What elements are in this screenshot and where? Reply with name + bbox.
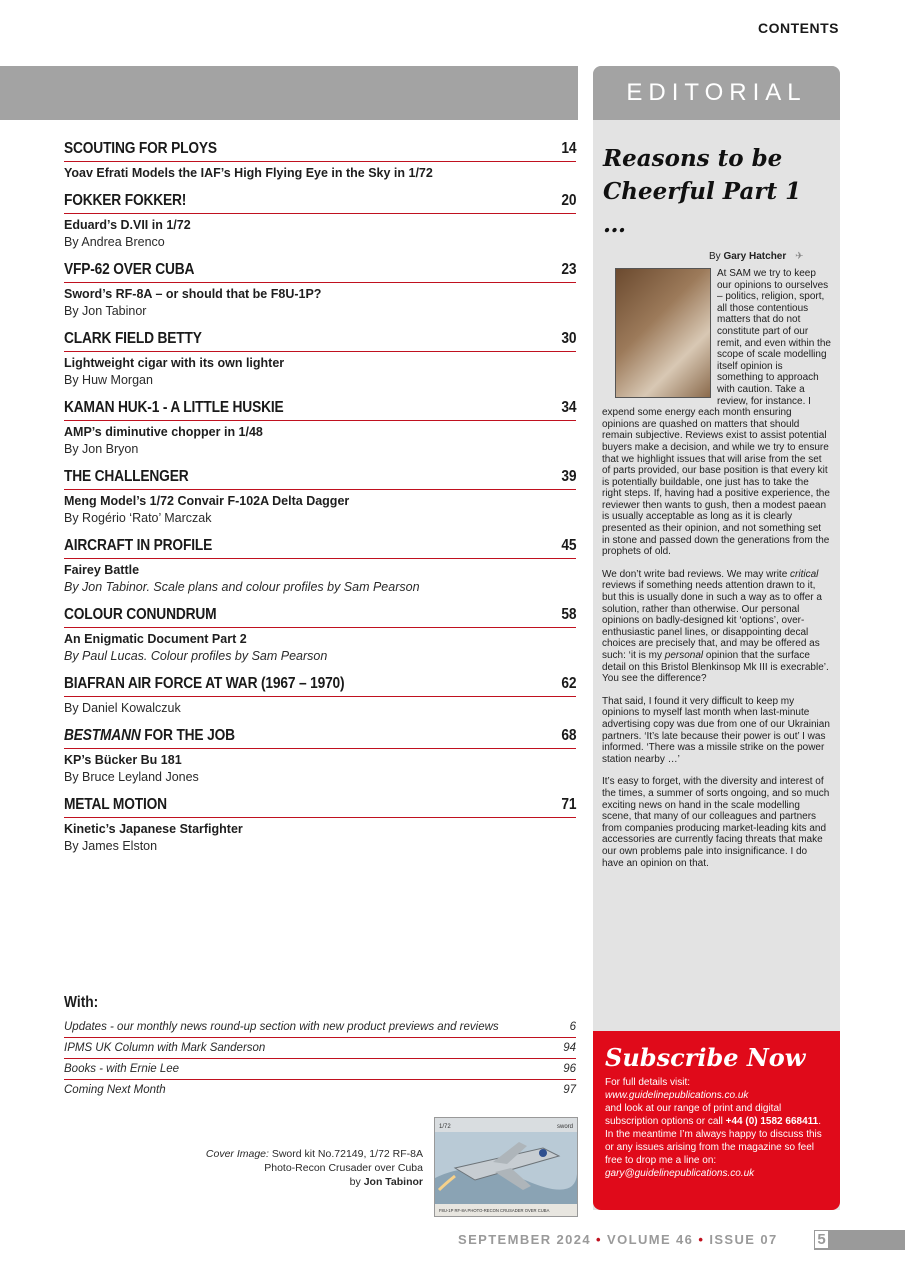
- article-header: [64, 138, 576, 162]
- article-title: KAMAN HUK-1 - A LITTLE HUSKIE: [64, 399, 284, 416]
- article-byline: By Jon Tabinor: [64, 304, 147, 318]
- cover-image: [434, 1117, 578, 1217]
- cover-box-brand: sword: [557, 1124, 574, 1130]
- article-entry[interactable]: [64, 466, 576, 527]
- with-heading: With:: [64, 994, 99, 1011]
- article-entry[interactable]: [64, 673, 576, 717]
- article-title: BESTMANN FOR THE JOB: [64, 727, 235, 744]
- article-header: [64, 673, 576, 697]
- editorial-panel: [593, 66, 840, 1210]
- article-entry[interactable]: [64, 397, 576, 458]
- subscribe-box: [593, 1031, 840, 1210]
- article-list: [64, 138, 576, 863]
- editorial-para4: It’s easy to forget, with the diversity and interest of the times, a summer of sorts ongoing, and so much exciting news on hand in the scale modelling scene, that many of our colleagues and partners from companies producing market-leading kits and accessories are currently facing threats that make our own problems pale into insignificance. I do have an opinion on that.: [602, 776, 830, 869]
- editorial-heading: EDITORIAL: [593, 66, 840, 120]
- article-subtitle: Meng Model’s 1/72 Convair F-102A Delta Dagger: [64, 494, 350, 508]
- article-byline: By Huw Morgan: [64, 373, 153, 387]
- article-subtitle: Sword’s RF-8A – or should that be F8U-1P?: [64, 287, 322, 301]
- editorial-para1: At SAM we try to keep our opinions to ourselves – politics, religion, sport, all those contentious matters that do not constitute part of our remit, and even within the scope of scale modelling itself opinion is something to approach with caution. Take a review, for instance. I expend some energy each month ensuring opinions are quashed on matters that should remain subjective. Reviews exist to assist potential buyers make a decision, and while we try to ensure that we highlight issues that will arise from the set of parts provided, our base position is that every kit is potentially buildable, one just has to take the right steps. If, having had a positive experience, the reviewer then wants to gush, then a modest paean is usually acceptable as long as it is clearly presented as their opinion, and not something set in stone and passed down the generations from the prophets of old.: [602, 268, 831, 558]
- cover-author: Jon Tabinor: [363, 1176, 423, 1188]
- article-title: AIRCRAFT IN PROFILE: [64, 537, 213, 554]
- byline-author: Gary Hatcher: [723, 251, 787, 262]
- article-title: THE CHALLENGER: [64, 468, 189, 485]
- with-item-page: 96: [563, 1063, 576, 1075]
- article-page-number: 68: [561, 727, 576, 744]
- article-header: [64, 190, 576, 214]
- editorial-title: Reasons to be Cheerful Part 1 …: [603, 145, 802, 238]
- article-byline: By Andrea Brenco: [64, 235, 165, 249]
- article-entry[interactable]: [64, 190, 576, 251]
- with-item-label: Books - with Ernie Lee: [64, 1063, 180, 1075]
- article-header: [64, 466, 576, 490]
- article-page-number: 20: [561, 192, 576, 209]
- article-title: FOKKER FOKKER!: [64, 192, 187, 209]
- with-item-label: IPMS UK Column with Mark Sanderson: [64, 1042, 266, 1054]
- article-subtitle: AMP’s diminutive chopper in 1/48: [64, 425, 263, 439]
- article-subtitle: Eduard’s D.VII in 1/72: [64, 218, 191, 232]
- article-title: METAL MOTION: [64, 796, 167, 813]
- article-header: [64, 397, 576, 421]
- cover-by: by: [349, 1176, 364, 1188]
- with-item[interactable]: [64, 1038, 576, 1059]
- article-header: [64, 535, 576, 559]
- editorial-body: [593, 262, 840, 869]
- article-byline: By Jon Tabinor. Scale plans and colour profiles by Sam Pearson: [64, 580, 420, 594]
- header-bar: [0, 66, 578, 120]
- cover-box-top: 1/72: [439, 1124, 451, 1130]
- article-page-number: 45: [561, 537, 576, 554]
- author-photo: [615, 268, 711, 398]
- article-subtitle: Kinetic’s Japanese Starfighter: [64, 822, 243, 836]
- subscribe-body: For full details visit: www.guidelinepublications.co.uk and look at our range of print and digital subscription options or call +44 (0) 1582 668411. In the meantime I’m always happy to discuss this or any issues arising from the magazine so feel free to drop me a line on: gary@guidelinepublications.co.uk: [605, 1077, 822, 1179]
- article-byline: By Jon Bryon: [64, 442, 139, 456]
- article-entry[interactable]: [64, 725, 576, 786]
- article-subtitle: Yoav Efrati Models the IAF’s High Flying Eye in the Sky in 1/72: [64, 166, 433, 180]
- article-byline: By Bruce Leyland Jones: [64, 770, 199, 784]
- subscribe-title: Subscribe Now: [605, 1043, 806, 1072]
- cover-box-bottom: F8U-1P RF-8A PHOTO-RECON CRUSADER OVER CUBA: [439, 1208, 550, 1213]
- article-entry[interactable]: [64, 794, 576, 855]
- article-header: [64, 725, 576, 749]
- cover-line2: Photo-Recon Crusader over Cuba: [264, 1162, 423, 1174]
- with-item-label: Coming Next Month: [64, 1084, 166, 1096]
- article-entry[interactable]: [64, 138, 576, 182]
- cover-caption: [206, 1147, 423, 1189]
- article-page-number: 34: [561, 399, 576, 416]
- editorial-byline: [709, 251, 840, 262]
- cover-line1: Sword kit No.72149, 1/72 RF-8A: [268, 1148, 423, 1160]
- article-page-number: 23: [561, 261, 576, 278]
- article-byline: By Daniel Kowalczuk: [64, 701, 181, 715]
- editorial-para3: That said, I found it very difficult to keep my opinions to myself last month when last-minute advertising copy was due from one of our Ukrainian partners. ‘It’s late because their power is out’ I was informed. ‘There was a missile strike on the power station nearby …’: [602, 695, 830, 765]
- cover-label: Cover Image:: [205, 1148, 269, 1160]
- article-page-number: 30: [561, 330, 576, 347]
- with-item[interactable]: [64, 1080, 576, 1100]
- footer-issue-info: SEPTEMBER 2024 • VOLUME 46 • ISSUE 07: [458, 1232, 778, 1247]
- article-page-number: 71: [561, 796, 576, 813]
- page-number: 5: [814, 1230, 905, 1250]
- article-subtitle: An Enigmatic Document Part 2: [64, 632, 247, 646]
- article-page-number: 14: [561, 140, 576, 157]
- subscribe-email-link[interactable]: gary@guidelinepublications.co.uk: [605, 1168, 755, 1179]
- article-byline: By James Elston: [64, 839, 158, 853]
- aircraft-icon: ✈: [795, 251, 804, 262]
- with-item[interactable]: [64, 1059, 576, 1080]
- with-item-page: 6: [569, 1021, 576, 1033]
- article-header: [64, 604, 576, 628]
- section-label: CONTENTS: [758, 20, 839, 36]
- article-title: VFP-62 OVER CUBA: [64, 261, 195, 278]
- article-entry[interactable]: [64, 535, 576, 596]
- article-title: BIAFRAN AIR FORCE AT WAR (1967 – 1970): [64, 675, 345, 692]
- article-page-number: 62: [561, 675, 576, 692]
- article-entry[interactable]: [64, 328, 576, 389]
- article-title: CLARK FIELD BETTY: [64, 330, 202, 347]
- article-title: SCOUTING FOR PLOYS: [64, 140, 217, 157]
- article-page-number: 58: [561, 606, 576, 623]
- with-item[interactable]: [64, 1017, 576, 1038]
- article-subtitle: Lightweight cigar with its own lighter: [64, 356, 285, 370]
- article-byline: By Rogério ‘Rato’ Marczak: [64, 511, 212, 525]
- article-byline: By Paul Lucas. Colour profiles by Sam Pearson: [64, 649, 328, 663]
- article-header: [64, 259, 576, 283]
- subscribe-url-link[interactable]: www.guidelinepublications.co.uk: [605, 1090, 749, 1101]
- article-title: COLOUR CONUNDRUM: [64, 606, 217, 623]
- article-subtitle: Fairey Battle: [64, 563, 140, 577]
- with-item-label: Updates - our monthly news round-up section with new product previews and reviews: [64, 1021, 499, 1033]
- editorial-para2: We don’t write bad reviews. We may write critical reviews if something needs attention drawn to it, but this is usually done in such a way as to offer a solution, rather than otherwise. Our personal opinions on badly-designed kit ‘options’, over-enthusiastic panel lines, or disappointing decal choices are precisely that, and may be offered as such: ‘it is my personal opinion that the surface detail on this Bristol Blenkinsop Mk III is execrable’. You see the difference?: [602, 568, 829, 685]
- article-header: [64, 794, 576, 818]
- byline-prefix: By: [709, 251, 724, 262]
- with-item-page: 94: [563, 1042, 576, 1054]
- article-subtitle: KP’s Bücker Bu 181: [64, 753, 182, 767]
- with-item-page: 97: [563, 1084, 576, 1096]
- article-entry[interactable]: [64, 604, 576, 665]
- with-list: [64, 1017, 576, 1100]
- article-entry[interactable]: [64, 259, 576, 320]
- article-page-number: 39: [561, 468, 576, 485]
- subscribe-phone: +44 (0) 1582 668411: [725, 1116, 819, 1127]
- article-header: [64, 328, 576, 352]
